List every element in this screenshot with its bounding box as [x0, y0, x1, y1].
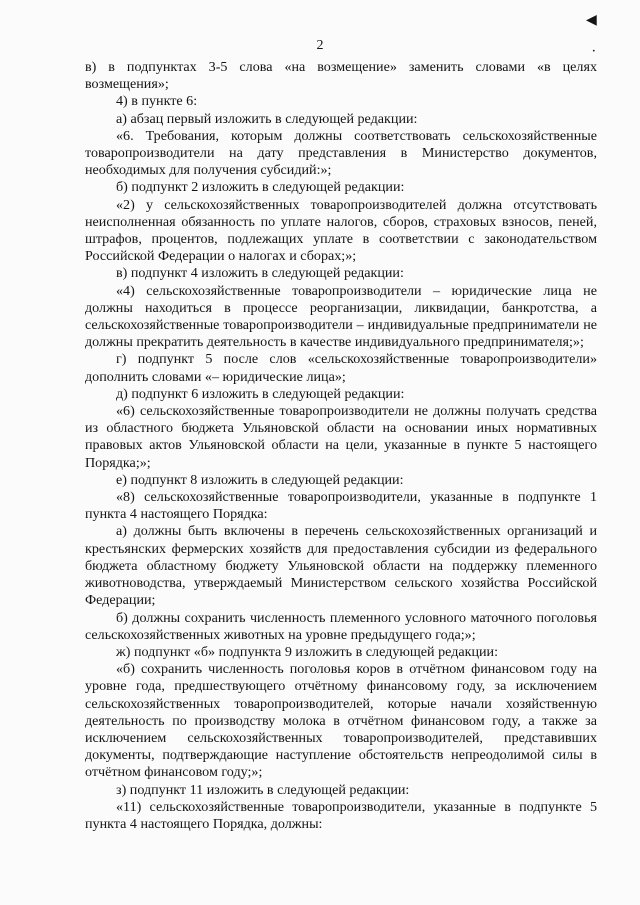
paragraph: «11) сельскохозяйственные товаропроизводители, указанные в подпункте 5 пункта 4 настоящего Порядка, должны:: [85, 798, 597, 832]
paragraph: а) должны быть включены в перечень сельскохозяйственных организаций и крестьянских фермерских хозяйств для предоставления субсидии из федерального бюджета областному бюджету Ульяновской области на поддержку племенного животноводства, утверждаемый Министерством сельского хозяйства Российской Федерации;: [85, 523, 597, 609]
paragraph: «6) сельскохозяйственные товаропроизводители не должны получать средства из областного бюджета Ульяновской области на основании иных нормативных правовых актов Ульяновской области на цели, указанные в пункте 5 настоящего Порядка;»;: [85, 403, 597, 471]
page-number: 2: [316, 38, 324, 53]
paragraph: з) подпункт 11 изложить в следующей редакции:: [116, 781, 410, 798]
paragraph: б) должны сохранить численность племенного условного маточного поголовья сельскохозяйственных животных на уровне предыдущего года;»;: [85, 609, 597, 643]
paragraph: б) подпункт 2 изложить в следующей редакции:: [116, 179, 405, 196]
corner-mark: ◀: [586, 12, 597, 28]
paragraph: 4) в пункте 6:: [116, 93, 198, 110]
corner-dot: •: [592, 48, 596, 55]
paragraph: «2) у сельскохозяйственных товаропроизводителей должна отсутствовать неисполненная обязанность по уплате налогов, сборов, страховых взносов, пеней, штрафов, процентов, подлежащих уплате в соответствии с законодательством Российской Федерации о налогах и сборах;»;: [85, 196, 597, 265]
paragraph: «6. Требования, которым должны соответствовать сельскохозяйственные товаропроизводители на дату представления в Министерство документов, необходимых для получения субсидий:»;: [85, 127, 597, 179]
paragraph: в) подпункт 4 изложить в следующей редакции:: [116, 265, 404, 282]
paragraph: в) в подпунктах 3-5 слова «на возмещение» заменить словами «в целях возмещения»;: [85, 59, 597, 93]
paragraph: е) подпункт 8 изложить в следующей редакции:: [116, 471, 404, 488]
paragraph: г) подпункт 5 после слов «сельскохозяйственные товаропроизводители» дополнить словами «– юридические лица»;: [85, 351, 597, 385]
paragraph: а) абзац первый изложить в следующей редакции:: [116, 110, 418, 127]
paragraph: «б) сохранить численность поголовья коров в отчётном финансовом году на уровне года, предшествующего отчётному финансовому году, за исключением сельскохозяйственных товаропроизводителей, которые начали хозяйственную деятельность по производству молока в отчётном финансовом году, а также за исключением сельскохозяйственных товаропроизводителей, представивших документы, подтверждающие наступление обстоятельств непреодолимой силы в отчётном финансовом году;»;: [85, 661, 597, 781]
paragraph: ж) подпункт «б» подпункта 9 изложить в следующей редакции:: [116, 643, 499, 660]
paragraph: «4) сельскохозяйственные товаропроизводители – юридические лица не должны находиться в процессе реорганизации, ликвидации, банкротства, а сельскохозяйственные товаропроизводители – индивидуальные предприниматели не должны прекратить деятельность в качестве индивидуального предпринимателя;»;: [85, 282, 597, 351]
paragraph: «8) сельскохозяйственные товаропроизводители, указанные в подпункте 1 пункта 4 настоящего Порядка:: [85, 489, 597, 523]
document-body: [85, 59, 597, 833]
paragraph: д) подпункт 6 изложить в следующей редакции:: [116, 385, 405, 402]
